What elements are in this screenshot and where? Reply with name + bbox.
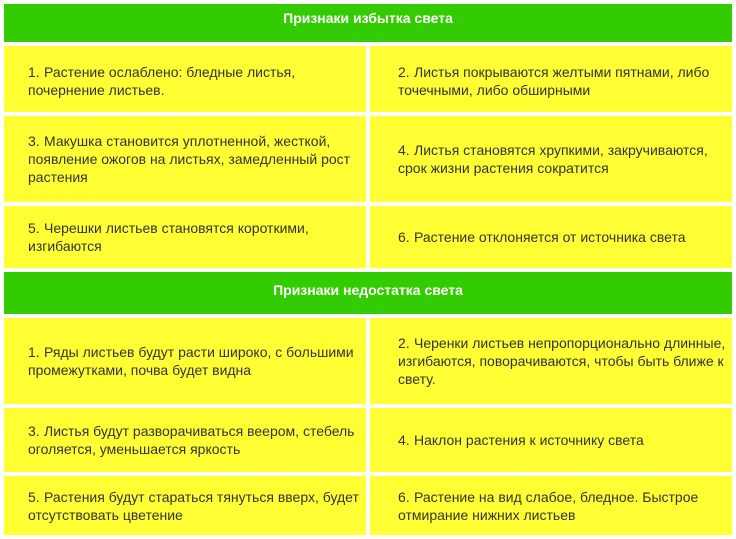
- excess-item-6-number: 6.: [398, 229, 410, 245]
- excess-item-1: [4, 46, 366, 112]
- excess-item-2-number: 2.: [398, 64, 410, 80]
- excess-item-4-text: 4. Листья становятся хрупкими, закручиваются, срок жизни растения сократится: [398, 142, 708, 176]
- excess-item-3: [4, 116, 366, 202]
- deficit-header: [4, 272, 732, 314]
- deficit-item-6-number: 6.: [398, 488, 410, 505]
- deficit-item-1: [4, 318, 366, 404]
- deficit-item-4: [370, 408, 732, 472]
- deficit-item-4-number: 4.: [398, 432, 410, 448]
- excess-item-3-text: 3. Макушка становится уплотненной, жесткой, появление ожогов на листьях, замедленный рост растения: [28, 133, 351, 185]
- deficit-item-2-number: 2.: [398, 335, 410, 351]
- deficit-item-3-number: 3.: [28, 423, 40, 439]
- excess-item-1-text: 1. Растение ослаблено: бледные листья, почернение листьев.: [28, 64, 296, 98]
- excess-item-4: [370, 116, 732, 202]
- deficit-item-5-number: 5.: [28, 488, 40, 505]
- excess-item-1-number: 1.: [28, 64, 40, 80]
- deficit-title: Признаки недостатка света: [273, 282, 463, 298]
- deficit-item-2-text: 2. Черенки листьев непропорционально длинные, изгибаются, поворачиваются, чтобы быть ближе к свету.: [398, 335, 726, 387]
- excess-item-5: [4, 206, 366, 268]
- deficit-item-1-text: 1. Ряды листьев будут расти широко, с большими промежутками, почва будет видна: [28, 344, 354, 378]
- excess-title: Признаки избытка света: [283, 10, 453, 26]
- excess-header: [4, 4, 732, 42]
- excess-item-6: [370, 206, 732, 268]
- excess-item-5-number: 5.: [28, 220, 40, 236]
- deficit-item-6: [370, 476, 732, 535]
- excess-item-2-text: 2. Листья покрываются желтыми пятнами, либо точечными, либо обширными: [398, 64, 710, 98]
- deficit-item-3: [4, 408, 366, 472]
- deficit-item-1-number: 1.: [28, 344, 40, 360]
- deficit-item-2: [370, 318, 732, 404]
- deficit-item-4-text: 4. Наклон растения к источнику света: [398, 432, 644, 448]
- deficit-item-6-text: 6. Растение на вид слабое, бледное. Быстрое отмирание нижних листьев: [398, 488, 699, 523]
- excess-item-4-number: 4.: [398, 142, 410, 158]
- excess-item-2: [370, 46, 732, 112]
- excess-item-6-text: 6. Растение отклоняется от источника света: [398, 229, 686, 245]
- deficit-item-5: [4, 476, 366, 535]
- deficit-item-5-text: 5. Растения будут стараться тянуться вверх, будет отсутствовать цветение: [28, 488, 359, 523]
- excess-item-3-number: 3.: [28, 133, 40, 149]
- light-signs-table: [4, 4, 732, 535]
- deficit-item-3-text: 3. Листья будут разворачиваться веером, стебель оголяется, уменьшается яркость: [28, 423, 355, 457]
- excess-item-5-text: 5. Черешки листьев становятся короткими, изгибаются: [28, 220, 309, 254]
